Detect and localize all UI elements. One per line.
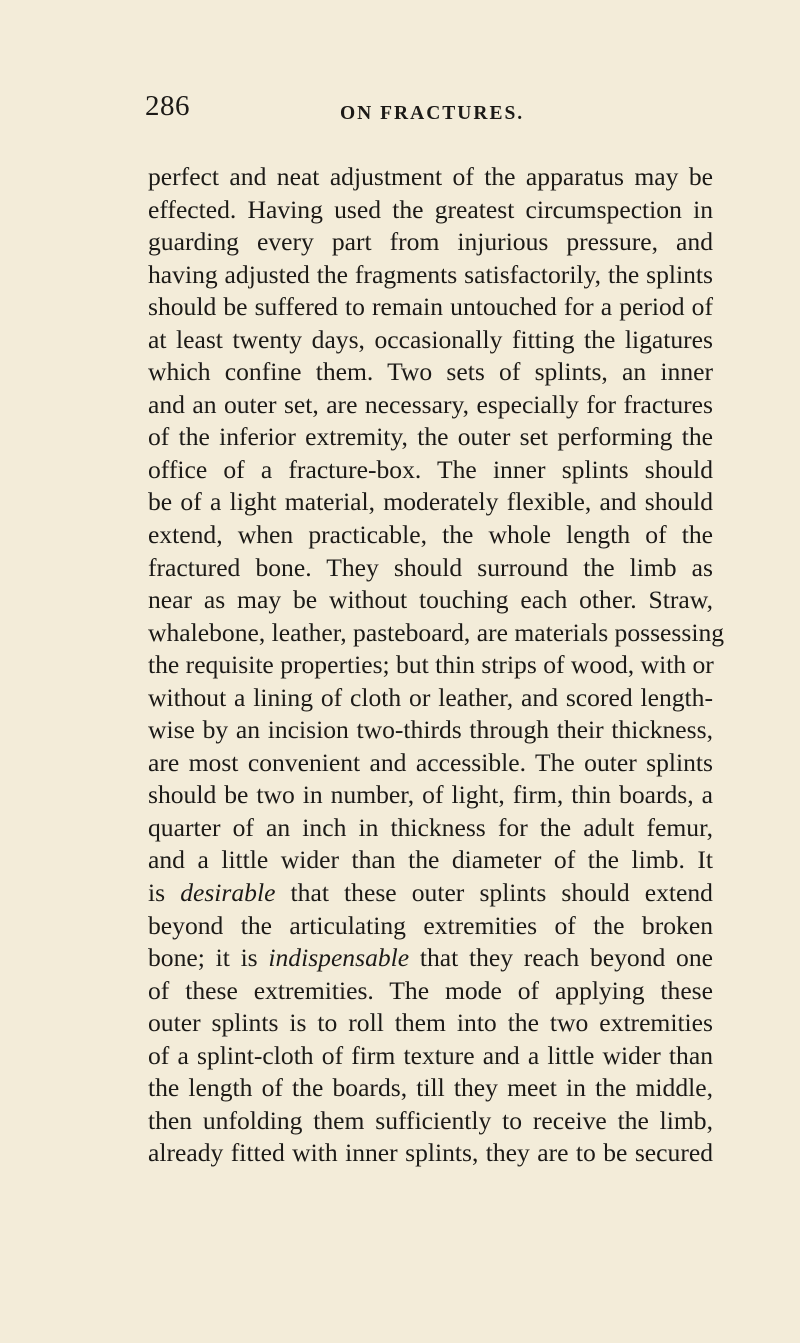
text-line: should be two in number, of light, firm, thin boards, a [148,780,713,810]
text-line: bone; it is indispensable that they reach beyond one [148,943,713,973]
text-line: quarter of an inch in thickness for the adult femur, [148,812,713,842]
running-head: ON FRACTURES. [340,103,525,124]
text-line: whalebone, leather, pasteboard, are materials possessing [148,617,725,647]
text-line: the requisite properties; but thin strips of wood, with or [148,650,714,680]
body-text [148,161,725,1170]
text-line: outer splints is to roll them into the two extremities [148,1008,713,1038]
text-line: at least twenty days, occasionally fitting the ligatures [148,324,713,354]
emphasis-indispensable: indispensable [268,943,410,973]
text-line: perfect and neat adjustment of the apparatus may be [148,162,713,191]
text-line: guarding every part from injurious pressure, and [148,227,713,257]
text-line: having adjusted the fragments satisfactorily, the splints [148,259,713,289]
text-line: be of a light material, moderately flexible, and should [148,487,713,517]
text-line: and a little wider than the diameter of the limb. It [148,845,713,875]
text-line: of the inferior extremity, the outer set performing the [148,422,713,452]
text-line: fractured bone. They should surround the limb as [148,552,713,582]
text-line: should be suffered to remain untouched for a period of [148,292,713,322]
text-line: wise by an incision two-thirds through their thickness, [148,715,713,745]
text-line: then unfolding them sufficiently to receive the limb, [148,1105,713,1135]
text-line: is desirable that these outer splints should extend [148,878,713,908]
text-line: of these extremities. The mode of applying these [148,975,713,1005]
text-line: and an outer set, are necessary, especially for fractures [148,389,713,419]
text-line: the length of the boards, till they meet in the middle, [148,1073,713,1103]
text-line: already fitted with inner splints, they are to be secured [148,1138,713,1168]
text-line: effected. Having used the greatest circumspection in [148,194,713,224]
page-header [145,86,705,136]
text-line: which confine them. Two sets of splints, an inner [148,357,713,387]
text-line: near as may be without touching each other. Straw, [148,585,713,615]
text-line: office of a fracture-box. The inner splints should [148,454,713,484]
emphasis-desirable: desirable [180,878,276,908]
page-number: 286 [145,90,190,122]
text-line: without a lining of cloth or leather, and scored length- [148,682,713,712]
text-line: are most convenient and accessible. The outer splints [148,747,713,777]
text-line: extend, when practicable, the whole length of the [148,520,713,550]
text-line: beyond the articulating extremities of the broken [148,910,713,940]
text-line: of a splint-cloth of firm texture and a little wider than [148,1040,713,1070]
